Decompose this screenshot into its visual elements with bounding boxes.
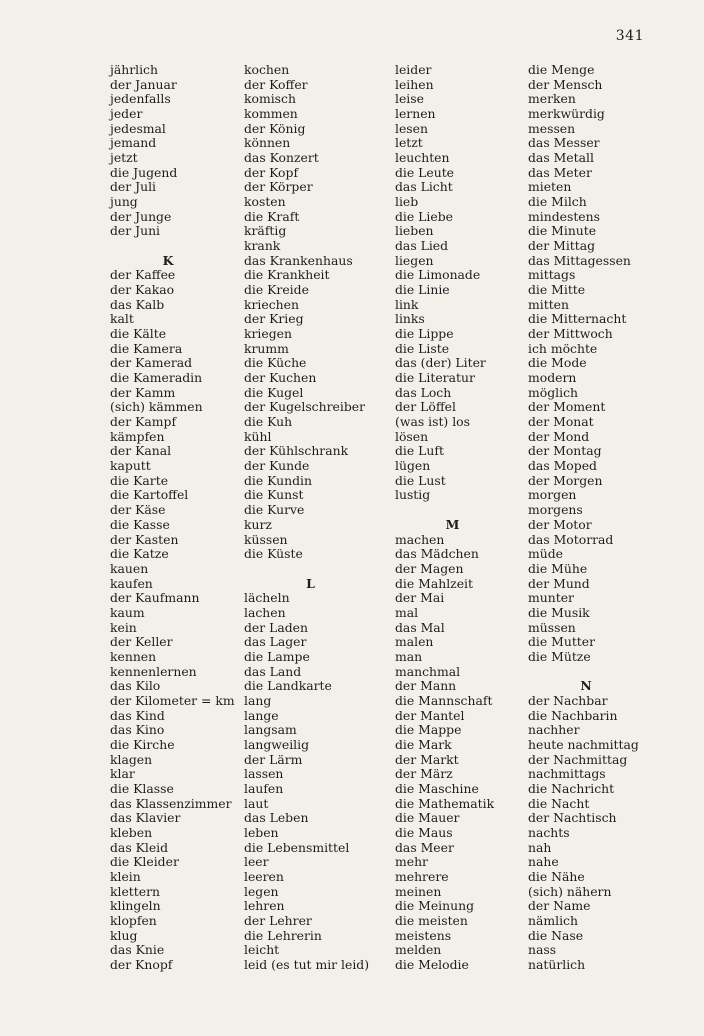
word-entry: die Kuh xyxy=(244,414,293,430)
word-entry: klug xyxy=(110,927,138,943)
word-entry: heute nachmittag xyxy=(528,736,639,752)
word-entry: der Juli xyxy=(110,179,156,195)
word-entry: der Nachbar xyxy=(528,692,608,708)
word-entry: die Mahlzeit xyxy=(395,575,473,591)
word-entry: der Kuchen xyxy=(244,370,317,386)
word-entry: kein xyxy=(110,619,137,635)
word-entry: kochen xyxy=(244,62,290,77)
word-entry: malen xyxy=(395,634,434,650)
word-entry: kurz xyxy=(244,516,272,532)
word-entry: der Mann xyxy=(395,678,457,694)
word-entry: müde xyxy=(528,546,563,562)
word-entry: mehr xyxy=(395,854,428,870)
word-entry: nachts xyxy=(528,824,570,840)
word-entry: klein xyxy=(110,868,141,884)
word-entry: die Mühe xyxy=(528,560,588,576)
word-entry: die Karte xyxy=(110,472,169,488)
word-entry: die Kleider xyxy=(110,854,179,870)
word-entry: langweilig xyxy=(244,736,310,752)
word-entry: jedenfalls xyxy=(110,91,171,107)
word-entry: leben xyxy=(244,824,279,840)
section-gap xyxy=(110,239,244,254)
word-entry: das Moped xyxy=(528,458,597,474)
word-entry: der Kampf xyxy=(110,414,177,430)
word-entry: melden xyxy=(395,942,442,958)
word-entry: kaum xyxy=(110,604,145,620)
word-entry: können xyxy=(244,135,291,151)
word-entry: manchmal xyxy=(395,663,461,679)
word-entry: krank xyxy=(244,238,281,254)
word-entry: der Mantel xyxy=(395,707,465,723)
word-entry: das Knie xyxy=(110,942,165,958)
word-entry: kommen xyxy=(244,106,298,122)
word-entry: laufen xyxy=(244,780,284,796)
word-entry: der Lärm xyxy=(244,751,303,767)
word-entry: nah xyxy=(528,839,552,855)
word-entry: lieben xyxy=(395,223,434,239)
word-entry: kaputt xyxy=(110,458,151,474)
word-entry: krumm xyxy=(244,340,289,356)
word-column-3 xyxy=(395,63,528,973)
word-column-4 xyxy=(528,63,662,973)
word-entry: machen xyxy=(395,531,445,547)
word-entry: der Monat xyxy=(528,414,594,430)
word-entry: die Katze xyxy=(110,546,169,562)
word-entry: der Kilometer = km xyxy=(110,692,235,708)
word-entry: (sich) nähern xyxy=(528,883,612,899)
word-entry: der März xyxy=(395,766,453,782)
word-entry: der Kühlschrank xyxy=(244,443,349,459)
word-entry: die Mitternacht xyxy=(528,311,627,327)
word-entry: lassen xyxy=(244,766,284,782)
word-entry: der Mai xyxy=(395,590,445,606)
word-entry: der Kamm xyxy=(110,384,176,400)
section-gap xyxy=(528,665,662,680)
word-entry: kosten xyxy=(244,194,286,210)
word-entry: die Jugend xyxy=(110,164,178,180)
word-entry: das Mädchen xyxy=(395,546,479,562)
word-entry: leid (es tut mir leid) xyxy=(244,956,370,972)
word-entry: der Mittwoch xyxy=(528,326,613,342)
word-entry: die Menge xyxy=(528,62,595,77)
word-entry: die Mappe xyxy=(395,722,462,738)
word-entry: jeder xyxy=(110,106,143,122)
word-entry: der Lehrer xyxy=(244,912,312,928)
word-entry: lernen xyxy=(395,106,436,122)
word-entry: kaufen xyxy=(110,575,153,591)
word-entry: ich möchte xyxy=(528,340,598,356)
word-entry: der Motor xyxy=(528,516,592,532)
word-entry: der Moment xyxy=(528,399,606,415)
word-entry: der Mond xyxy=(528,428,590,444)
word-entry: jetzt xyxy=(110,150,138,166)
word-entry: die Kälte xyxy=(110,326,167,342)
word-entry: natürlich xyxy=(528,956,586,972)
word-entry: die Leute xyxy=(395,164,455,180)
word-entry: der Knopf xyxy=(110,956,173,972)
word-entry: mindestens xyxy=(528,208,600,224)
word-entry: müssen xyxy=(528,619,576,635)
word-entry: der Mittag xyxy=(528,238,596,254)
word-entry: das Metall xyxy=(528,150,594,166)
word-entry: jedesmal xyxy=(110,120,166,136)
word-entry: der Körper xyxy=(244,179,313,195)
word-column-2 xyxy=(244,63,395,973)
word-entry: die Nachricht xyxy=(528,780,615,796)
word-entry: die Lust xyxy=(395,472,446,488)
word-entry: lieb xyxy=(395,194,419,210)
word-entry: nachher xyxy=(528,722,580,738)
word-entry: das Loch xyxy=(395,384,452,400)
word-entry: links xyxy=(395,311,425,327)
word-entry: der Mensch xyxy=(528,76,603,92)
word-entry: lehren xyxy=(244,898,285,914)
word-entry: das Motorrad xyxy=(528,531,614,547)
word-entry: leicht xyxy=(244,942,280,958)
word-entry: klingeln xyxy=(110,898,161,914)
word-entry: die Minute xyxy=(528,223,597,239)
word-entry: das Leben xyxy=(244,810,309,826)
word-entry: der Nachmittag xyxy=(528,751,628,767)
word-entry: die Mütze xyxy=(528,648,591,664)
word-entry: die Meinung xyxy=(395,898,475,914)
word-entry: der Käse xyxy=(110,502,166,518)
word-entry: das Konzert xyxy=(244,150,319,166)
word-entry: der Koffer xyxy=(244,76,308,92)
word-entry: kriegen xyxy=(244,326,292,342)
word-entry: die Linie xyxy=(395,282,450,298)
word-entry: leeren xyxy=(244,868,284,884)
word-entry: die Luft xyxy=(395,443,444,459)
letter-heading: N xyxy=(580,678,592,694)
word-entry: das Kino xyxy=(110,722,165,738)
word-entry: kennenlernen xyxy=(110,663,197,679)
word-entry: liegen xyxy=(395,252,434,268)
word-entry: die Kreide xyxy=(244,282,309,298)
word-entry: der Name xyxy=(528,898,591,914)
word-entry: der Kaffee xyxy=(110,267,176,283)
letter-heading: M xyxy=(445,516,460,532)
word-entry: lang xyxy=(244,692,272,708)
word-entry: leuchten xyxy=(395,150,450,166)
word-entry: der Markt xyxy=(395,751,459,767)
word-entry: der Junge xyxy=(110,208,172,224)
word-entry: das Klavier xyxy=(110,810,181,826)
word-entry: die Lehrerin xyxy=(244,927,322,943)
word-entry: die Küche xyxy=(244,355,307,371)
word-entry: die Mauer xyxy=(395,810,460,826)
word-entry: das Krankenhaus xyxy=(244,252,353,268)
word-entry: merken xyxy=(528,91,576,107)
word-entry: langsam xyxy=(244,722,297,738)
word-entry: mieten xyxy=(528,179,572,195)
word-entry: die Kameradin xyxy=(110,370,203,386)
word-entry: der Kamerad xyxy=(110,355,193,371)
word-entry: mehrere xyxy=(395,868,449,884)
word-entry: möglich xyxy=(528,384,578,400)
word-entry: jung xyxy=(110,194,138,210)
word-entry: der Keller xyxy=(110,634,173,650)
word-entry: der Kanal xyxy=(110,443,172,459)
word-entry: das Land xyxy=(244,663,302,679)
word-entry: kauen xyxy=(110,560,149,576)
word-entry: jährlich xyxy=(110,62,158,77)
word-entry: küssen xyxy=(244,531,288,547)
word-entry: das Kalb xyxy=(110,296,165,312)
word-entry: die Kraft xyxy=(244,208,300,224)
word-entry: die Küste xyxy=(244,546,303,562)
word-entry: das Klassenzimmer xyxy=(110,795,232,811)
word-entry: nahe xyxy=(528,854,559,870)
word-entry: die Musik xyxy=(528,604,590,620)
word-entry: das Mal xyxy=(395,619,445,635)
letter-heading: K xyxy=(162,252,174,268)
word-entry: mal xyxy=(395,604,419,620)
section-gap xyxy=(244,562,395,577)
word-entry: kriechen xyxy=(244,296,299,312)
word-entry: die Liste xyxy=(395,340,450,356)
word-entry: die Liebe xyxy=(395,208,453,224)
word-entry: lange xyxy=(244,707,279,723)
word-entry: meinen xyxy=(395,883,442,899)
word-entry: die Kundin xyxy=(244,472,312,488)
word-entry: munter xyxy=(528,590,574,606)
word-entry: lesen xyxy=(395,120,428,136)
word-entry: letzt xyxy=(395,135,423,151)
word-entry: der Krieg xyxy=(244,311,304,327)
word-entry: lügen xyxy=(395,458,431,474)
word-entry: die Kamera xyxy=(110,340,183,356)
word-entry: die Lebensmittel xyxy=(244,839,350,855)
word-entry: morgen xyxy=(528,487,577,503)
word-entry: der Laden xyxy=(244,619,308,635)
word-entry: der Magen xyxy=(395,560,464,576)
word-entry: die Lippe xyxy=(395,326,454,342)
word-entry: jemand xyxy=(110,135,157,151)
word-entry: der Löffel xyxy=(395,399,456,415)
word-entry: laut xyxy=(244,795,269,811)
word-entry: das Lager xyxy=(244,634,307,650)
word-entry: der Kaufmann xyxy=(110,590,200,606)
word-entry: der Kunde xyxy=(244,458,310,474)
word-entry: der König xyxy=(244,120,306,136)
word-entry: der Kakao xyxy=(110,282,175,298)
word-entry: die Nacht xyxy=(528,795,590,811)
word-column-1 xyxy=(110,63,244,973)
page-number: 341 xyxy=(615,28,644,44)
word-entry: meistens xyxy=(395,927,452,943)
word-entry: lächeln xyxy=(244,590,290,606)
word-entry: leihen xyxy=(395,76,434,92)
word-entry: die Mitte xyxy=(528,282,586,298)
word-entry: der Mund xyxy=(528,575,590,591)
word-entry: der Nachtisch xyxy=(528,810,617,826)
word-entry: die Milch xyxy=(528,194,587,210)
word-entry: kennen xyxy=(110,648,157,664)
word-entry: lösen xyxy=(395,428,429,444)
word-entry: nachmittags xyxy=(528,766,606,782)
word-entry: (was ist) los xyxy=(395,414,470,430)
word-entry: komisch xyxy=(244,91,296,107)
word-entry: der Kopf xyxy=(244,164,299,180)
word-entry: modern xyxy=(528,370,577,386)
word-entry: nämlich xyxy=(528,912,578,928)
word-entry: die Nachbarin xyxy=(528,707,618,723)
word-entry: messen xyxy=(528,120,576,136)
word-entry: das Mittagessen xyxy=(528,252,631,268)
word-entry: die Mutter xyxy=(528,634,596,650)
word-entry: merkwürdig xyxy=(528,106,605,122)
word-entry: die Limonade xyxy=(395,267,481,283)
word-entry: lustig xyxy=(395,487,431,503)
word-entry: mittags xyxy=(528,267,576,283)
word-entry: morgens xyxy=(528,502,583,518)
word-entry: lachen xyxy=(244,604,286,620)
word-entry: kämpfen xyxy=(110,428,165,444)
word-entry: der Januar xyxy=(110,76,177,92)
word-entry: der Juni xyxy=(110,223,161,239)
word-entry: klagen xyxy=(110,751,153,767)
word-entry: klettern xyxy=(110,883,160,899)
word-entry: (sich) kämmen xyxy=(110,399,203,415)
word-entry: mitten xyxy=(528,296,569,312)
letter-heading: L xyxy=(306,575,315,591)
word-entry: das Meter xyxy=(528,164,592,180)
word-entry: die Literatur xyxy=(395,370,475,386)
word-entry: die Kunst xyxy=(244,487,304,503)
word-entry: das Kleid xyxy=(110,839,169,855)
word-entry: der Montag xyxy=(528,443,602,459)
word-entry: kleben xyxy=(110,824,153,840)
word-entry: der Kasten xyxy=(110,531,179,547)
word-entry: link xyxy=(395,296,419,312)
word-entry: die meisten xyxy=(395,912,468,928)
word-entry: die Kirche xyxy=(110,736,175,752)
word-entry: die Kasse xyxy=(110,516,170,532)
word-entry: kräftig xyxy=(244,223,287,239)
word-entry: die Landkarte xyxy=(244,678,332,694)
word-entry: die Nase xyxy=(528,927,584,943)
word-entry: die Krankheit xyxy=(244,267,330,283)
word-entry: der Kugelschreiber xyxy=(244,399,366,415)
word-entry: klopfen xyxy=(110,912,157,928)
word-entry: die Lampe xyxy=(244,648,310,664)
word-entry: kühl xyxy=(244,428,272,444)
word-list xyxy=(110,63,662,973)
word-entry: das Licht xyxy=(395,179,453,195)
word-entry: das Meer xyxy=(395,839,454,855)
word-entry: der Morgen xyxy=(528,472,603,488)
word-entry: legen xyxy=(244,883,279,899)
word-entry: die Mannschaft xyxy=(395,692,493,708)
word-entry: die Mathematik xyxy=(395,795,495,811)
word-entry: die Melodie xyxy=(395,956,469,972)
word-entry: das Lied xyxy=(395,238,449,254)
word-entry: kalt xyxy=(110,311,134,327)
word-entry: leer xyxy=(244,854,269,870)
word-entry: man xyxy=(395,648,423,664)
word-entry: das (der) Liter xyxy=(395,355,486,371)
word-entry: klar xyxy=(110,766,135,782)
word-entry: nass xyxy=(528,942,557,958)
word-entry: die Kartoffel xyxy=(110,487,189,503)
word-entry: die Nähe xyxy=(528,868,585,884)
word-entry: leise xyxy=(395,91,424,107)
word-entry: die Klasse xyxy=(110,780,174,796)
word-entry: die Mode xyxy=(528,355,587,371)
word-entry: das Kilo xyxy=(110,678,161,694)
word-entry: das Kind xyxy=(110,707,165,723)
word-entry: die Mark xyxy=(395,736,452,752)
section-gap xyxy=(395,503,528,518)
word-entry: die Kugel xyxy=(244,384,304,400)
word-entry: die Maus xyxy=(395,824,453,840)
word-entry: die Kurve xyxy=(244,502,305,518)
word-entry: das Messer xyxy=(528,135,600,151)
word-entry: die Maschine xyxy=(395,780,479,796)
word-entry: leider xyxy=(395,62,432,77)
